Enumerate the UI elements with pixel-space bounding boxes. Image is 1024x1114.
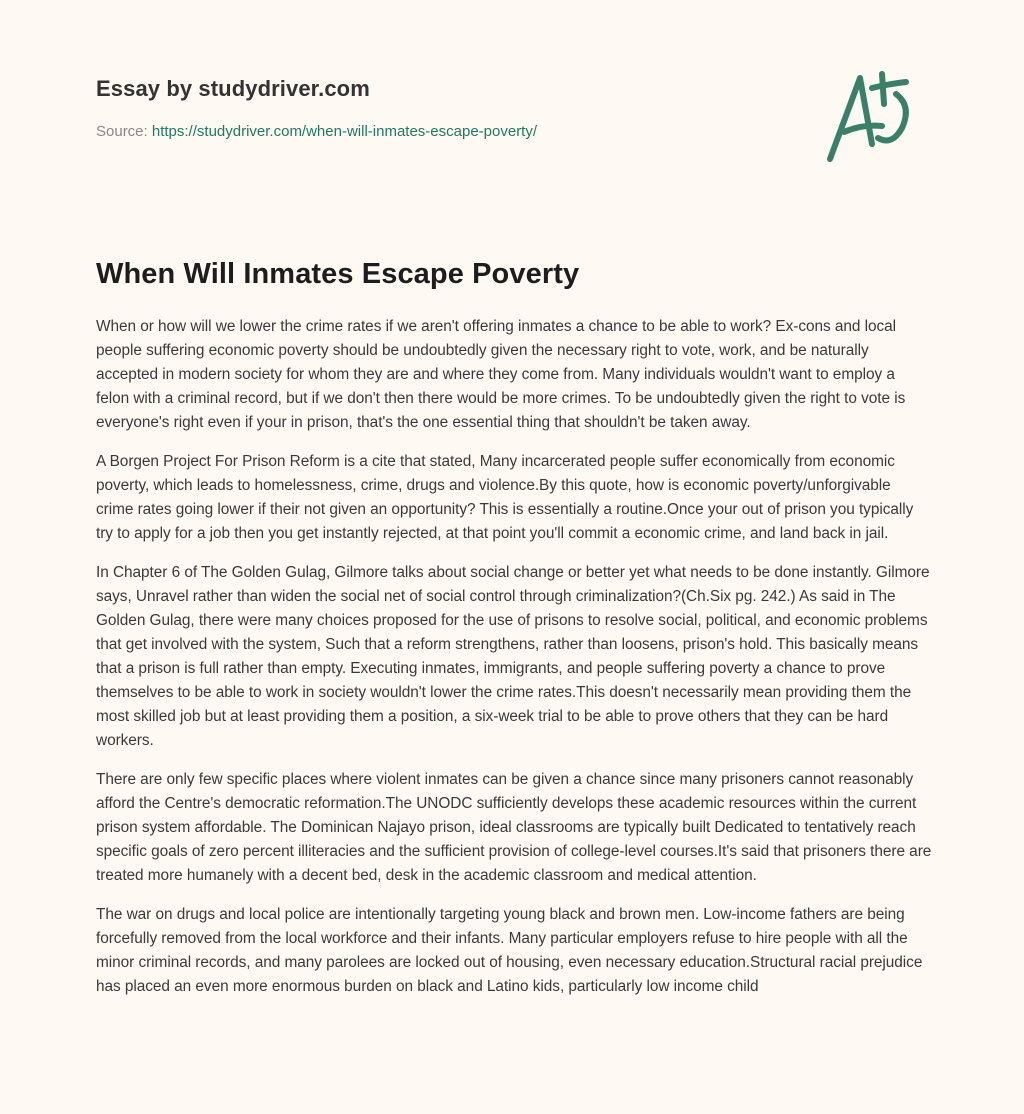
source-line [96, 122, 796, 142]
a-plus-grade-icon [820, 66, 930, 166]
essay-body [96, 315, 932, 1014]
essay-paragraph: The war on drugs and local police are intentionally targeting young black and brown men. Low-income fathers are being forcefully removed from the local workforce and their infants. Many particular employers refuse to hire people with all the minor criminal records, and many parolees are locked out of housing, even necessary education.Structural racial prejudice has placed an even more enormous burden on black and Latino kids, particularly low income child [96, 906, 923, 995]
source-label: Source: [96, 123, 148, 140]
essay-paragraph: In Chapter 6 of The Golden Gulag, Gilmore talks about social change or better yet what needs to be done instantly. Gilmore says, Unravel rather than widen the social net of social control through criminalization?(Ch.Six pg. 242.) As said in The Golden Gulag, there were many choices proposed for the use of prisons to resolve social, political, and economic problems that get involved with the system, Such that a reform strengthens, rather than loosens, prison's hold. This basically means that a prison is full rather than empty. Executing inmates, immigrants, and people suffering poverty a chance to prove themselves to be able to work in society wouldn't lower the crime rates.This doesn't necessarily mean providing them the most skilled job but at least providing them a position, a six-week trial to be able to prove others that they can be hard workers. [96, 564, 930, 749]
essay-paragraph: When or how will we lower the crime rates if we aren't offering inmates a chance to be able to work? Ex-cons and local people suffering economic poverty should be undoubtedly given the necessary right to vote, work, and be naturally accepted in modern society for whom they are and where they come from. Many individuals wouldn't want to employ a felon with a criminal record, but if we don't then there would be more crimes. To be undoubtedly given the right to vote is everyone's right even if your in prison, that's the one essential thing that shouldn't be taken away. [96, 318, 906, 431]
source-link[interactable]: https://studydriver.com/when-will-inmates-escape-poverty/ [151, 123, 538, 140]
essay-header [96, 74, 796, 142]
essay-title: When Will Inmates Escape Poverty [96, 258, 580, 290]
site-title: Essay by studydriver.com [96, 76, 370, 101]
essay-paragraph: A Borgen Project For Prison Reform is a cite that stated, Many incarcerated people suffer economically from economic poverty, which leads to homelessness, crime, drugs and violence.By this quote, how is economic poverty/unforgivable crime rates going lower if their not given an opportunity? This is essentially a routine.Once your out of prison you typically try to apply for a job then you get instantly rejected, at that point you'll commit a economic crime, and land back in jail. [96, 453, 914, 542]
essay-paragraph: There are only few specific places where violent inmates can be given a chance since many prisoners cannot reasonably afford the Centre's democratic reformation.The UNODC sufficiently develops these academic resources within the current prison system affordable. The Dominican Najayo prison, ideal classrooms are typically built Dedicated to tentatively reach specific goals of zero percent illiteracies and the sufficient provision of college-level courses.It's said that prisoners there are treated more humanely with a decent bed, desk in the academic classroom and medical attention. [96, 771, 932, 884]
